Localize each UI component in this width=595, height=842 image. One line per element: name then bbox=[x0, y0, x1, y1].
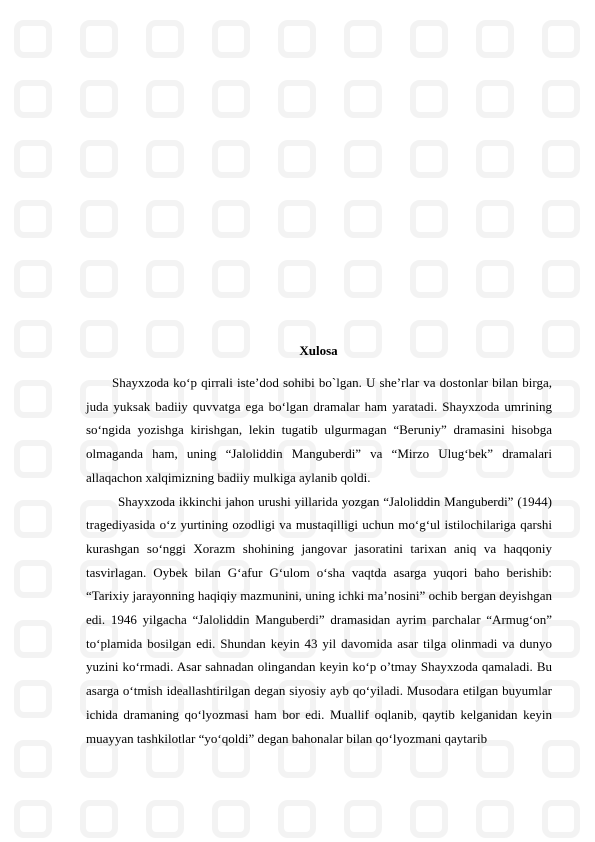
watermark-mark bbox=[146, 20, 184, 58]
watermark-mark bbox=[212, 260, 250, 298]
watermark-mark bbox=[344, 140, 382, 178]
watermark-mark bbox=[212, 200, 250, 238]
watermark-mark bbox=[542, 260, 580, 298]
watermark-mark bbox=[146, 200, 184, 238]
watermark-mark bbox=[14, 740, 52, 778]
watermark-mark bbox=[410, 260, 448, 298]
watermark-mark bbox=[278, 140, 316, 178]
watermark-mark bbox=[476, 260, 514, 298]
watermark-mark bbox=[14, 20, 52, 58]
watermark-mark bbox=[410, 800, 448, 838]
watermark-mark bbox=[542, 20, 580, 58]
watermark-mark bbox=[80, 200, 118, 238]
watermark-mark bbox=[344, 200, 382, 238]
watermark-mark bbox=[14, 440, 52, 478]
watermark-mark bbox=[344, 260, 382, 298]
watermark-mark bbox=[146, 800, 184, 838]
watermark-mark bbox=[80, 260, 118, 298]
body-text bbox=[86, 371, 552, 750]
watermark-mark bbox=[14, 800, 52, 838]
paragraph-2: Shayxzoda ikkinchi jahon urushi yillarida yozgan “Jaloliddin Manguberdi” (1944) tragediyasida o‘z yurtining ozodligi va mustaqilligi uchun mo‘g‘ul istilochilariga qarshi kurashgan so‘nggi Xorazm shohining jangovar jasoratini tarixan aniq va haqqoniy tasvirlagan. Oybek bilan G‘afur G‘ulom o‘sha vaqtda asarga yuqori baho berishib: “Tarixiy jarayonning haqiqiy mazmunini, uning ichki ma’nosini” ochib bergan deyishgan edi. 1946 yilgacha “Jaloliddin Manguberdi” dramasidan ayrim parchalar “Armug‘on” to‘plamida bosilgan edi. Shundan keyin 43 yil davomida asar tilga olinmadi va dunyo yuzini ko‘rmadi. Asar sahnadan olingandan keyin ko‘p o’tmay Shayxzoda qamaladi. Bu asarga o‘tmish ideallashtirilgan degan siyosiy ayb qo‘yiladi. Musodara etilgan buyumlar ichida dramaning qo‘lyozmasi ham bor edi. Muallif oqlanib, qaytib kelganidan keyin muayyan tashkilotlar “yo‘qoldi” degan bahonalar bilan qo‘lyozmani qaytarib bbox=[86, 493, 552, 746]
watermark-mark bbox=[476, 20, 514, 58]
watermark-mark bbox=[212, 140, 250, 178]
watermark-mark bbox=[80, 140, 118, 178]
watermark-mark bbox=[212, 80, 250, 118]
watermark-mark bbox=[212, 800, 250, 838]
watermark-mark bbox=[542, 800, 580, 838]
watermark-mark bbox=[476, 800, 514, 838]
watermark-mark bbox=[14, 200, 52, 238]
section-heading: Xulosa bbox=[299, 343, 338, 358]
watermark-mark bbox=[278, 200, 316, 238]
watermark-mark bbox=[542, 200, 580, 238]
watermark-mark bbox=[146, 80, 184, 118]
watermark-mark bbox=[80, 800, 118, 838]
watermark-mark bbox=[278, 20, 316, 58]
watermark-mark bbox=[542, 80, 580, 118]
watermark-mark bbox=[410, 80, 448, 118]
watermark-mark bbox=[14, 620, 52, 658]
watermark-mark bbox=[344, 20, 382, 58]
paragraph-1: Shayxzoda ko‘p qirrali iste’dod sohibi bo`lgan. U she’rlar va dostonlar bilan birga, juda yuksak badiiy quvvatga ega bo‘lgan dramalar ham yaratadi. Shayxzoda umrining so‘ngida yozishga kirishgan, lekin tugatib ulgurmagan “Beruniy” dramasini hisobga olmaganda ham, uning “Jaloliddin Manguberdi” va “Mirzo Ulug‘bek” dramalari allaqachon xalqimizning badiiy mulkiga aylanib qoldi. bbox=[86, 375, 552, 485]
watermark-mark bbox=[278, 800, 316, 838]
watermark-mark bbox=[14, 260, 52, 298]
watermark-mark bbox=[212, 20, 250, 58]
watermark-mark bbox=[410, 140, 448, 178]
watermark-mark bbox=[278, 260, 316, 298]
watermark-mark bbox=[80, 20, 118, 58]
watermark-mark bbox=[410, 20, 448, 58]
watermark-mark bbox=[476, 140, 514, 178]
watermark-mark bbox=[146, 260, 184, 298]
watermark-mark bbox=[14, 80, 52, 118]
watermark-mark bbox=[14, 680, 52, 718]
watermark-mark bbox=[146, 140, 184, 178]
watermark-mark bbox=[476, 80, 514, 118]
watermark-mark bbox=[542, 140, 580, 178]
watermark-mark bbox=[80, 80, 118, 118]
watermark-mark bbox=[410, 200, 448, 238]
watermark-mark bbox=[344, 800, 382, 838]
watermark-mark bbox=[14, 560, 52, 598]
watermark-mark bbox=[14, 500, 52, 538]
watermark-mark bbox=[278, 80, 316, 118]
watermark-mark bbox=[14, 140, 52, 178]
watermark-mark bbox=[14, 380, 52, 418]
watermark-mark bbox=[344, 80, 382, 118]
watermark-mark bbox=[476, 200, 514, 238]
